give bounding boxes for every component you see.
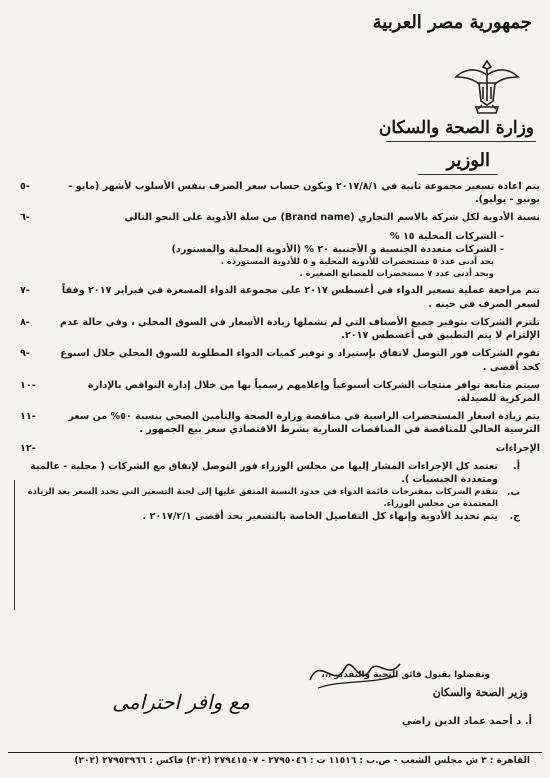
procedure-label: ب.: [506, 487, 520, 499]
item6-bullet-multinational: - الشركات متعددة الجنسية و الأجنبية ٢٠ % (الأدوية المحلية والمستورد): [171, 243, 504, 255]
handwritten-note: مع وافر احترامى: [112, 690, 250, 714]
closing-line: وتفضلوا بقبول فائق التحية والتقدير ،،،: [321, 670, 490, 680]
list-item-9: [20, 347, 540, 373]
item-text: يتم زيادة اسعار المستحضرات الراسية في مناقصة وزارة الصحة والتأمين الصحي بنسبة ٥٠% من سعر الترسية الحالي للمناقصة في المناقصات السارية بشرط الاقتصادي سعر بيع الجمهور .: [68, 411, 540, 436]
footer-address: القاهرة : ٣ ش مجلس الشعب - ص.ب : ١١٥١٦ ت : ٢٧٩٥٠٤٦ - ٢٧٩٤١٥٠٧ (٢٠٢) فاكس : ٢٧٩٥٣٩٦٦ (٢٠٢): [74, 756, 530, 766]
item-number: ٩-: [20, 348, 30, 360]
procedure-a: [20, 460, 520, 486]
signature-name: أ. د أحمد عماد الدين راضي: [402, 716, 532, 727]
margin-line: [14, 480, 15, 610]
ministry-underline: [386, 141, 536, 142]
procedure-text: يتم تحديد الأدوية وإنهاء كل التفاصيل الخاصة بالتسعير بحد أقصى ٢٠١٧/٢/١ .: [142, 510, 498, 522]
list-item-5: [20, 180, 540, 206]
item-number: ٥-: [20, 181, 30, 192]
item-text: نسبة الأدوية لكل شركة بالاسم التجاري (Brand name) من سلة الأدوية على النحو التالي: [124, 212, 540, 224]
item-text: تلتزم الشركات بتوفير جميع الأصناف التي لم تشملها زيادة الأسعار في السوق المحلي ، وفي حالة عدم الإلتزام لا يتم التطبيق في أغسطس ٢٠١٧.: [60, 316, 540, 342]
item-text: يتم اعادة تسعير مجموعة ثانية في ٢٠١٧/٨/١ ويكون حساب سعر الصرف بنفس الأسلوب لأشهر (مايو - يونيو - يوليو).: [68, 181, 540, 206]
item6-note-small-factories: وبحد أدنى عدد ٧ مستحضرات للمصانع الصغيرة .: [299, 267, 494, 278]
footer-divider: [8, 752, 542, 753]
letterhead-minister: الوزير: [446, 150, 490, 171]
signature-title: وزير الصحة والسكان: [432, 686, 528, 699]
item-text: سيتم متابعة توافر منتجات الشركات أسبوعياً وإعلامهم رسمياً بها من خلال إدارة النواقص بالإدارة المركزية للصيدلة.: [87, 379, 540, 404]
list-item-8: [20, 316, 540, 342]
item6-bullet-local: - الشركات المحلية ١٥ %: [389, 230, 504, 242]
list-item-6: [20, 211, 540, 224]
procedure-text: تتقدم الشركات بمقترحات قائمة الدواء في حدود النسبة المتفق عليها إلى لجنة التسعير التي تحدد السعر بعد الزيادة المعتمدة من مجلس الوزراء.: [27, 486, 498, 508]
minister-underline: [418, 174, 498, 175]
item-number: ٦-: [20, 212, 30, 224]
egypt-eagle-seal-icon: [452, 55, 522, 117]
letterhead-ministry: وزارة الصحة والسكان: [378, 118, 534, 138]
item-text: تقوم الشركات فور التوصل لاتفاق بإستيراد و توفير كميات الدواء المطلوبة للسوق المحلي خلال اسبوع كحد أقصى .: [60, 348, 540, 373]
item-text: تتم مراجعة عملية تسعير الدواء في أغسطس ٢٠١٧ على مجموعة الدواء المسعرة في فبراير ٢٠١٧ وفقاً لسعر الصرف في حينه .: [61, 285, 540, 310]
item-number: ٨-: [20, 316, 30, 328]
item6-note-min: بحد أدنى عدد ٥ مستحضرات للأدوية المحلية و ٥ للأدوية المستوردة .: [220, 256, 494, 267]
item-number: ١١-: [20, 411, 36, 423]
item-number: ١٠-: [20, 379, 36, 391]
item-text: الإجراءات: [495, 442, 540, 454]
list-item-12: [20, 442, 540, 455]
procedure-label: ج.: [509, 510, 520, 522]
item-number: ١٢-: [20, 442, 36, 454]
list-item-10: [20, 379, 540, 405]
procedure-b: [20, 486, 520, 509]
procedure-c: [20, 510, 520, 523]
letterhead-country: جمهورية مصر العربية: [372, 12, 532, 33]
list-item-11: [20, 410, 540, 436]
list-item-7: [20, 284, 540, 310]
procedure-label: أ.: [513, 460, 520, 472]
item-number: ٧-: [20, 285, 30, 297]
signature-scribble-icon: [300, 650, 410, 700]
document-body: [20, 180, 540, 523]
procedure-text: تعتمد كل الإجراءات المشار إليها من مجلس الوزراء فور التوصل لإتفاق مع الشركات ( محلية - عالمية ومتعددة الجنسيات ).: [30, 460, 498, 486]
